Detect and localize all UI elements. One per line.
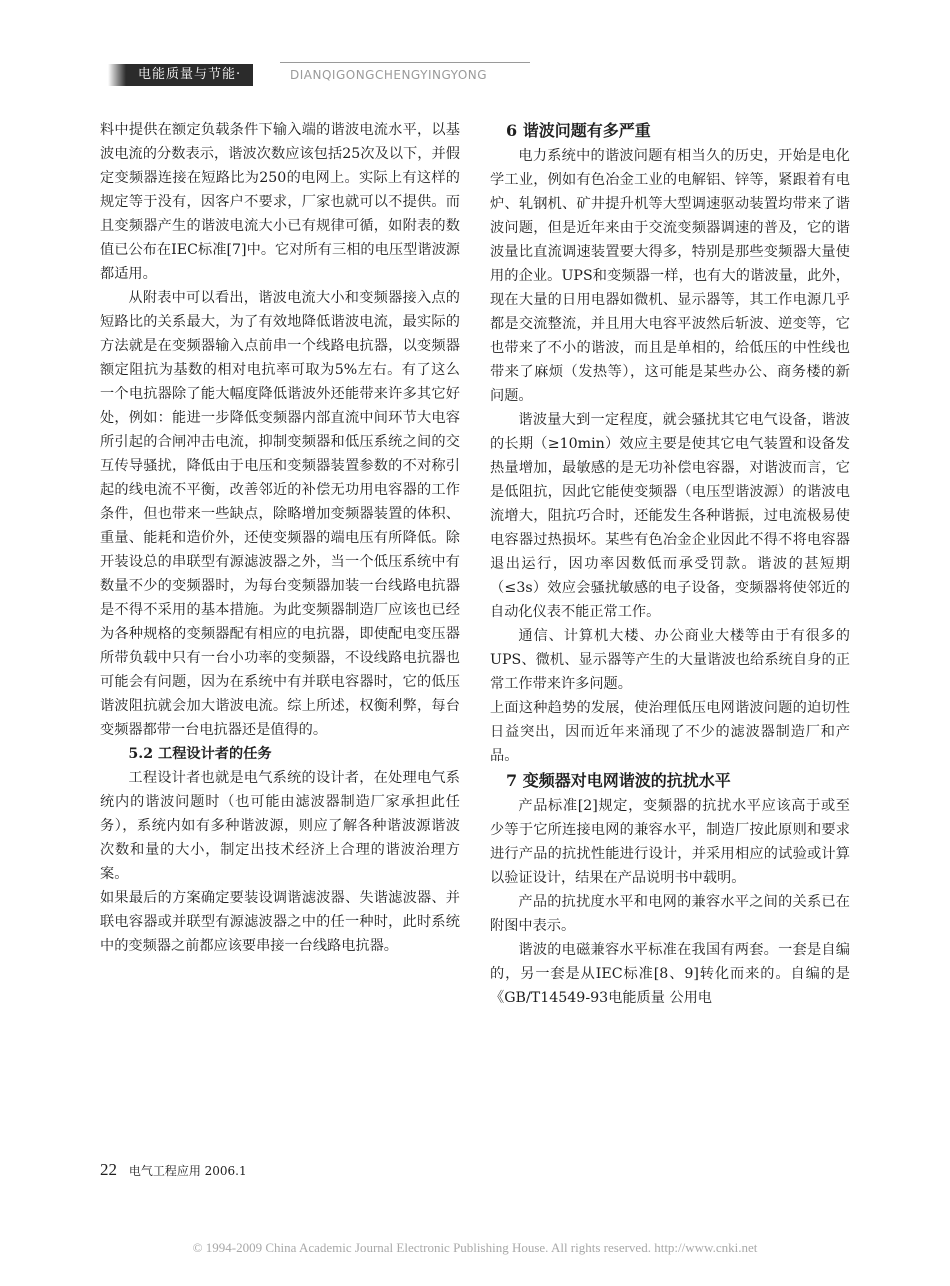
- body-paragraph: 谐波量大到一定程度，就会骚扰其它电气设备，谐波的长期（≥10min）效应主要是使其它电气装置和设备发热量增加，最敏感的是无功补偿电容器，对谐波而言，它是低阻抗，因此它能使变频器（电压型谐波源）的谐波电流增大，阻抗巧合时，还能发生各种谐振，过电流极易使电容器过热损坏。某些有色冶金企业因此不得不将电容器退出运行，因功率因数低而承受罚款。谐波的甚短期（≤3s）效应会骚扰敏感的电子设备，变频器将使邻近的自动化仪表不能正常工作。: [490, 412, 850, 620]
- header-section-label: 电能质量与节能·: [126, 64, 253, 86]
- left-column: [100, 118, 460, 958]
- right-column: [490, 118, 850, 1010]
- body-paragraph: 如果最后的方案确定要装设调谐滤波器、失谐滤波器、并联电容器或并联型有源滤波器之中的任一种时，此时系统中的变频器之前都应该要串接一台线路电抗器。: [100, 890, 460, 954]
- page-number: 22: [100, 1160, 117, 1179]
- subsection-heading: 5.2 工程设计者的任务: [128, 746, 272, 762]
- body-paragraph: 产品的抗扰度水平和电网的兼容水平之间的关系已在附图中表示。: [490, 894, 850, 934]
- body-paragraph: 工程设计者也就是电气系统的设计者，在处理电气系统内的谐波问题时（也可能由滤波器制造厂家承担此任务），系统内如有多种谐波源，则应了解各种谐波源谐波次数和量的大小，制定出技术经济上合理的谐波治理方案。: [100, 770, 460, 882]
- body-paragraph: 料中提供在额定负载条件下输入端的谐波电流水平，以基波电流的分数表示，谐波次数应该包括25次及以下，并假定变频器连接在短路比为250的电网上。实际上有这样的规定等于没有，因客户不要求，厂家也就可以不提供。而且变频器产生的谐波电流大小已有规律可循，如附表的数值已公布在IEC标准[7]中。它对所有三相的电压型谐波源都适用。: [100, 122, 460, 282]
- copyright-notice: © 1994-2009 China Academic Journal Electronic Publishing House. All rights reserved. http://www.cnki.net: [192, 1240, 758, 1255]
- section-heading: 7 变频器对电网谐波的抗扰水平: [506, 771, 731, 790]
- body-paragraph: 上面这种趋势的发展，使治理低压电网谐波问题的迫切性日益突出，因而近年来涌现了不少的滤波器制造厂和产品。: [490, 700, 850, 764]
- body-paragraph: 电力系统中的谐波问题有相当久的历史，开始是电化学工业，例如有色冶金工业的电解铝、锌等，紧跟着有电炉、轧钢机、矿井提升机等大型调速驱动装置均带来了谐波问题，但是近年来由于交流变频器调速的普及，它的谐波量比直流调速装置要大得多，特别是那些变频器大量使用的企业。UPS和变频器一样，也有大的谐波量，此外，现在大量的日用电器如微机、显示器等，其工作电源几乎都是交流整流，并且用大电容平波然后斩波、逆变等，它也带来了不小的谐波，而且是单相的，给低压的中性线也带来了麻烦（发热等），这可能是某些办公、商务楼的新问题。: [490, 148, 850, 404]
- section-heading: 6 谐波问题有多严重: [506, 121, 651, 140]
- header-rule: [280, 62, 530, 63]
- body-paragraph: 从附表中可以看出，谐波电流大小和变频器接入点的短路比的关系最大，为了有效地降低谐波电流，最实际的方法就是在变频器输入点前串一个线路电抗器，以变频器额定阻抗为基数的相对电抗率可取为5%左右。有了这么一个电抗器除了能大幅度降低谐波外还能带来许多其它好处，例如：能进一步降低变频器内部直流中间环节大电容所引起的合闸冲击电流，抑制变频器和低压系统之间的交互传导骚扰，降低由于电压和变频器装置参数的不对称引起的线电流不平衡，改善邻近的补偿无功用电容器的工作条件，但也带来一些缺点，除略增加变频器装置的体积、重量、能耗和造价外，还使变频器的端电压有所降低。除开装设总的串联型有源滤波器之外，当一个低压系统中有数量不少的变频器时，为每台变频器加装一台线路电抗器是不得不采用的基本措施。为此变频器制造厂应该也已经为各种规格的变频器配有相应的电抗器，即使配电变压器所带负载中只有一台小功率的变频器，不设线路电抗器也可能会有问题，因为在系统中有并联电容器时，它的低压谐波阻抗就会加大谐波电流。综上所述，权衡利弊，每台变频器都带一台电抗器还是值得的。: [100, 290, 460, 738]
- running-header: [100, 62, 530, 88]
- page-footer: [100, 1160, 247, 1180]
- journal-name: 电气工程应用 2006.1: [128, 1164, 247, 1178]
- header-subtitle: DIANQIGONGCHENGYINGYONG: [290, 68, 488, 82]
- body-paragraph: 产品标准[2]规定，变频器的抗扰水平应该高于或至少等于它所连接电网的兼容水平，制造厂按此原则和要求进行产品的抗扰性能进行设计，并采用相应的试验或计算以验证设计，结果在产品说明书中载明。: [490, 798, 850, 886]
- body-paragraph: 谐波的电磁兼容水平标准在我国有两套。一套是自编的，另一套是从IEC标准[8、9]转化而来的。自编的是《GB/T14549-93电能质量 公用电: [490, 942, 850, 1006]
- body-paragraph: 通信、计算机大楼、办公商业大楼等由于有很多的UPS、微机、显示器等产生的大量谐波也给系统自身的正常工作带来许多问题。: [490, 628, 850, 692]
